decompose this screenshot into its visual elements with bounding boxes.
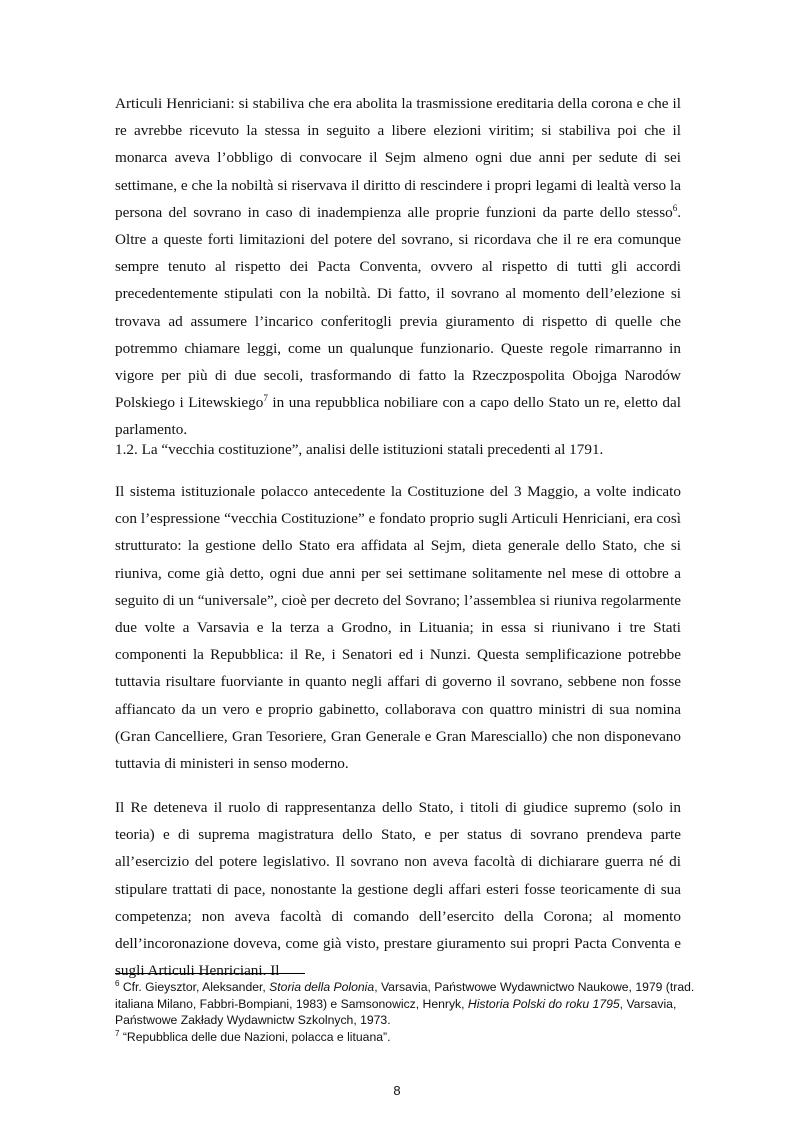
book-title: Historia Polski do roku 1795 bbox=[467, 996, 620, 1011]
book-title: Storia della Polonia bbox=[269, 980, 375, 994]
paragraph-text: . Oltre a queste forti limitazioni del potere del sovrano, si ricordava che il re era comunque sempre tenuto al rispetto dei Pacta Conventa, ovvero al rispetto di tutti gli accordi precedentemente stipulati con la nobiltà. Di fatto, il sovrano al momento dell’elezione si trovava ad assumere l’incarico conferitogli previa giuramento di rispetto di quelle che potremmo chiamare leggi, come un qualunque funzionario. Queste regole rimarranno in vigore per più di due secoli, trasformando di fatto la Rzeczpospolita Obojga Narodów Polskiego i Litewskiego bbox=[115, 203, 681, 412]
footnotes bbox=[115, 979, 695, 1045]
page-number: 8 bbox=[393, 1083, 401, 1098]
footnote-7: $^7$ “Repubblica delle due Nazioni, polacca e lituana”. bbox=[115, 1028, 391, 1044]
paragraph-text: Articuli Henriciani: si stabiliva che era abolita la trasmissione ereditaria della corona e che il re avrebbe ricevuto la stessa in seguito a libere elezioni viritim; si stabiliva poi che il monarca aveva l’obbligo di convocare il Sejm almeno ogni due anni per sedute di sei settimane, e che la nobiltà si riservava il diritto di rescindere i propri legami di lealtà verso la persona del sovrano in caso di inadempienza alle proprie funzioni da parte dello stesso bbox=[115, 95, 681, 221]
paragraph-text: in una repubblica nobiliare con a capo dello Stato un re, eletto dal parlamento. bbox=[115, 394, 681, 439]
section-heading: 1.2. La “vecchia costituzione”, analisi delle istituzioni statali precedenti al 1791. bbox=[115, 441, 604, 458]
footnote-6: $^6$ Cfr. Gieysztor, Aleksander, Storia della Polonia, Varsavia, Państwowe Wydawnictwo Naukowe, 1979 (trad. italiana Milano, Fabbri-Bompiani, 1983) e Samsonowicz, Henryk, Historia Polski do roku 1795, Varsavia, Państwowe Zakłady Wydawnictw Szkolnych, 1973. bbox=[115, 979, 695, 1027]
footnote-number: 7 bbox=[115, 1028, 120, 1038]
body-paragraph: Il Re deteneva il ruolo di rappresentanza dello Stato, i titoli di giudice supremo (solo in teoria) e di suprema magistratura dello Stato, e per status di sovrano prendeva parte all’esercizio del potere legislativo. Il sovrano non aveva facoltà di dichiarare guerra né di stipulare trattati di pace, nonostante la gestione degli affari esteri fosse teoricamente di sua competenza; non aveva facoltà di comando dell’esercito della Corona; al momento dell’incoronazione doveva, come già visto, prestare giuramento sui propri Pacta Conventa e sugli Articuli Henriciani. Il bbox=[115, 799, 681, 980]
footnote-number: 6 bbox=[115, 979, 120, 988]
footnote-ref[interactable]: 6 bbox=[672, 202, 678, 213]
footnote-ref[interactable]: 7 bbox=[263, 393, 268, 404]
footnote-separator bbox=[115, 973, 305, 974]
body-paragraph: Il sistema istituzionale polacco antecedente la Costituzione del 3 Maggio, a volte indicato con l’espressione “vecchia Costituzione” e fondato proprio sugli Articuli Henriciani, era così strutturato: la gestione dello Stato era affidata al Sejm, dieta generale dello Stato, che si riuniva, come già detto, ogni due anni per sei settimane solitamente nel mese di ottobre a seguito di un “universale”, cioè per decreto del Sovrano; l’assemblea si riuniva regolarmente due volte a Varsavia e la terza a Grodno, in Lituania; in essa si riunivano i tre Stati componenti la Repubblica: il Re, i Senatori ed i Nunzi. Questa semplificazione potrebbe tuttavia risultare fuorviante in quanto negli affari di governo il sovrano, sebbene non fosse affiancato da un vero e proprio gabinetto, collaborava con quattro ministri di sua nomina (Gran Cancelliere, Gran Tesoriere, Gran Generale e Gran Maresciallo) che non disponevano tuttavia di ministeri in senso moderno. bbox=[115, 483, 681, 773]
body-paragraph bbox=[115, 90, 681, 444]
